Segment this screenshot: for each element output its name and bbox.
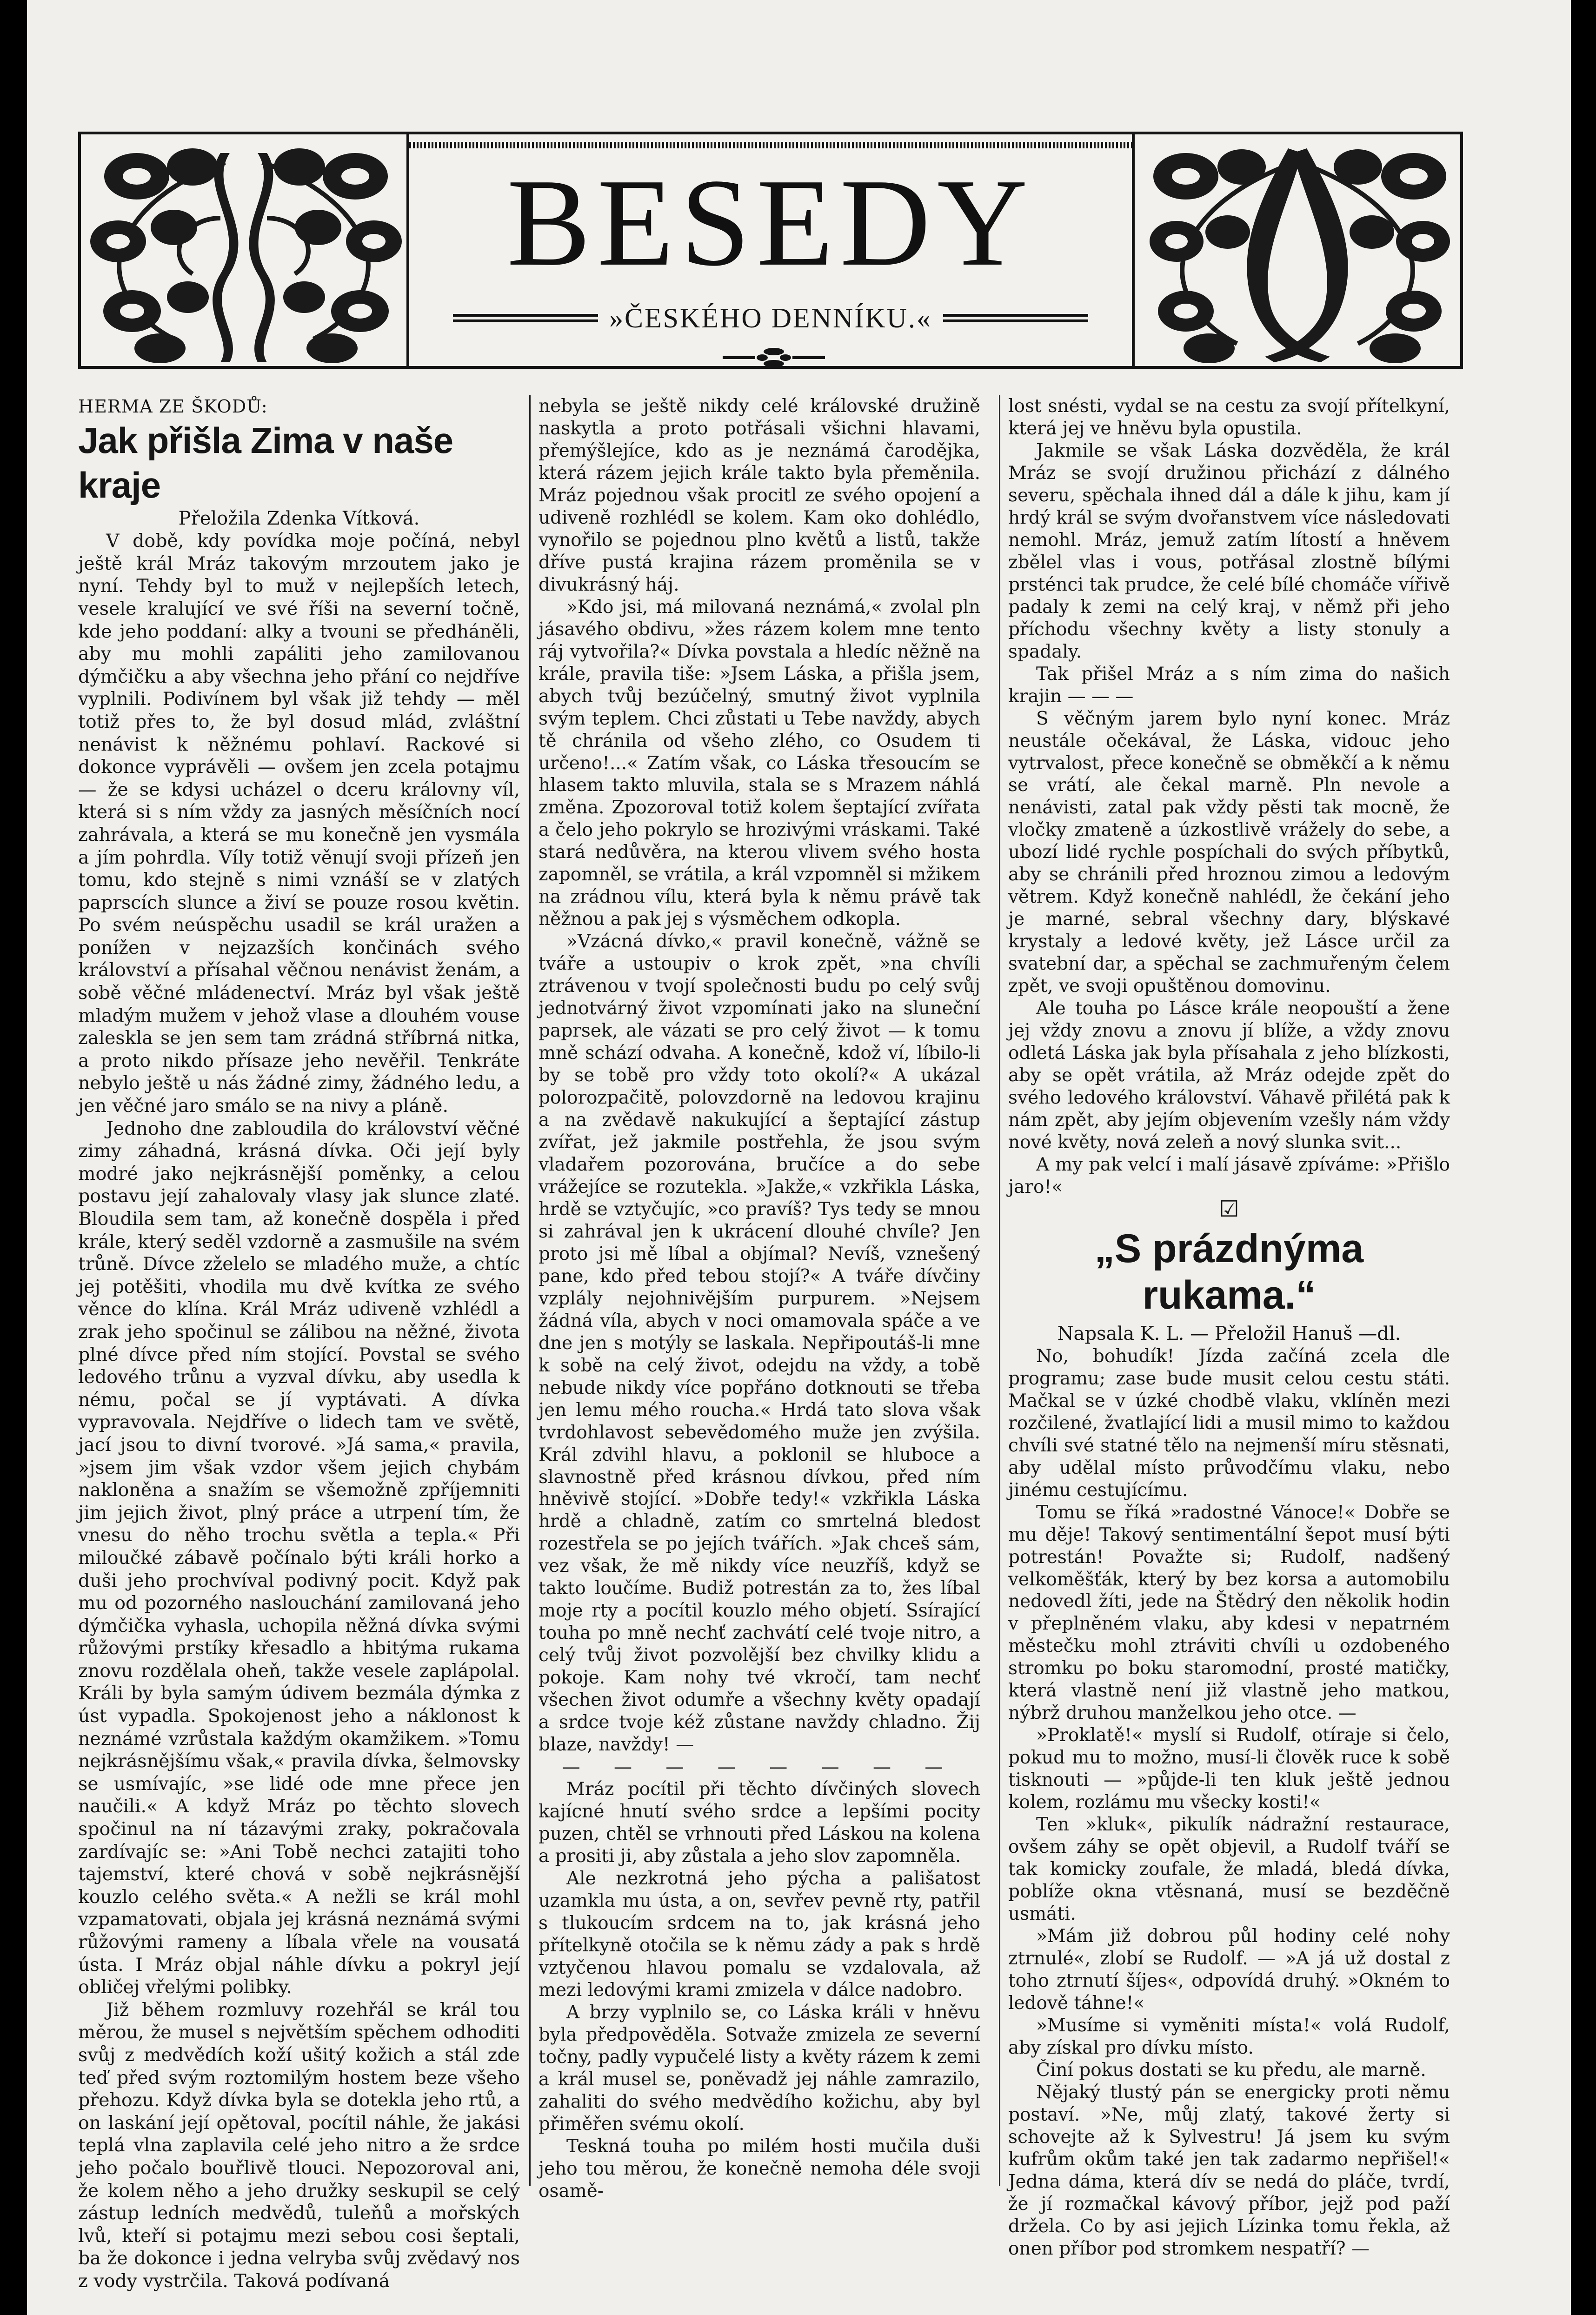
masthead-title: BESEDY bbox=[506, 153, 1035, 292]
masthead-center-ornament-icon bbox=[723, 346, 825, 369]
article1-translator: Přeložila Zdenka Vítková. bbox=[178, 507, 420, 529]
article2-paragraph: Činí pokus dostati se ku předu, ale marně. bbox=[1036, 2059, 1426, 2081]
article2-paragraph: Nějaký tlustý pán se energicky proti němu postaví. »Ne, můj zlatý, takové žerty si schovejte až k Sylvestru! Já jsem ku svým kufrům okům také jen tak zadarmo nepřišel!« Jedna dáma, která dív se nedá do pláče, tvrdí, že jí rozmačkal kávový příbor, jejž pod paží držela. Co by asi jejich Lízinka tomu řekla, až onen příbor pod stromkem nespatří? — bbox=[1008, 2082, 1450, 2259]
article1-paragraph: A brzy vyplnilo se, co Láska králi v hněvu byla předpověděla. Sotvaže zmizela ze severní točny, padly vypučelé listy a květy rázem k zemi a král musel se, poněvadž jej náhle zamrazilo, zahaliti do svého medvědího kožichu, aby byl přiměřen svému okolí. bbox=[539, 2002, 980, 2135]
floral-ornament-right-icon bbox=[1135, 134, 1460, 366]
column-divider bbox=[529, 395, 531, 2186]
article2-subtitle: Napsala K. L. — Přeložil Hanuš —dl. bbox=[1057, 1323, 1401, 1344]
article-column-3 bbox=[1008, 395, 1450, 2260]
article2-paragraph: No, bohudík! Jízda začíná zcela dle programu; zase bude musit celou cestu státi. Mačkal se v úzké chodbě vlaku, vklíněn mezi rozčilené, žvatlající lidi a musil mimo to každou chvíli své statné tělo na nejmenší míru stěsnati, aby udělal místo průvodčímu vlaku, nebo jinému cestujícímu. bbox=[1008, 1345, 1450, 1501]
article2-paragraph: Ten »kluk«, pikulík nádražní restaurace, ovšem záhy se opět objevil, a Rudolf tváří se tak komicky zoufale, že mladá, bledá dívka, poblíže okna vtěsnaná, musí se bezděčně usmáti. bbox=[1008, 1814, 1450, 1925]
article1-paragraph: nebyla se ještě nikdy celé královské družině naskytla a proto potřásali všichni hlavami, přemýšlejíce, kdo as je neznámá čarodějka, která rázem jejich krále takto byla přeměnila. Mráz pojednou však procitl ze svého opojení a udiveně rozhlédl se kolem. Kam oko dohlédlo, vynořilo se pojednou plno květů a listů, takže dříve pustá krajina rázem proměnila se v divukrásný háj. bbox=[539, 396, 980, 595]
article2-paragraph: »Musíme si vyměniti místa!« volá Rudolf, aby získal pro dívku místo. bbox=[1008, 2015, 1450, 2058]
article2-title: „S prázdnýma rukama.“ bbox=[1094, 1226, 1364, 1317]
subtitle-rule-left bbox=[453, 314, 598, 322]
article2-paragraph: »Mám již dobrou půl hodiny celé nohy ztrnulé«, zlobí se Rudolf. — »A já už dostal z toho ztrnutí šíjes«, odpovídá druhý. »Okném to ledově táhne!« bbox=[1008, 1926, 1450, 2014]
article1-paragraph: »Kdo jsi, má milovaná neznámá,« zvolal pln jásavého obdivu, »žes rázem kolem mne tento ráj vytvořila?« Dívka povstala a hledíc něžně na krále, pravila tiše: »Jsem Láska, a přišla jsem, abych tvůj bezúčelný, smutný život vyplnila svým teplem. Chci zůstati u Tebe navždy, abych tě chránila od všeho zlého, co Osudem ti určeno!...« Zatím však, co Láska třesoucím se hlasem takto mluvila, stala se s Mrazem náhlá změna. Zpozoroval totiž kolem šeptající zvířata a čelo jeho pokrylo se hrozivými vráskami. Také stará nedůvěra, na kterou vlivem svého hosta zapomněl, se vrátila, a král vzpomněl si mžikem na zrádnou vílu, která byla k němu právě tak něžnou a pak jej s výsměchem odkopla. bbox=[539, 596, 980, 930]
article1-paragraph: Ale touha po Lásce krále neopouští a žene jej vždy znovu a znovu jí blíže, a vždy znovu odletá Láska jak byla přísahala z jeho blízkosti, aby se opět vrátila, až Mráz odejde zpět do svého ledového království. Váhavě přilétá pak k nám zpět, aby jejím objevením vzešly nám vždy nové květy, nová zeleň a nový slunka svit... bbox=[1008, 998, 1450, 1153]
article1-paragraph: Mráz pocítil při těchto dívčiných slovech kajícné hnutí svého srdce a lepšími pocity puzen, chtěl se vrhnouti před Láskou na kolena a prositi ji, aby zůstala a jeho slov zapomněla. bbox=[539, 1779, 980, 1867]
article1-author: HERMA ZE ŠKODŮ: bbox=[78, 396, 268, 417]
column-divider bbox=[999, 395, 1000, 2186]
article1-paragraph: lost snésti, vydal se na cestu za svojí přítelkyní, která jej ve hněvu byla opustila. bbox=[1008, 396, 1450, 439]
article1-paragraph: A my pak velcí i malí jásavě zpíváme: »Přišlo jaro!« bbox=[1008, 1154, 1450, 1197]
article1-paragraph: V době, kdy povídka moje počíná, nebyl ještě král Mráz takovým mrzoutem jako je nyní. Tehdy byl to muž v nejlepších letech, vesele kralující ve své říši na severní točně, kde jeho poddaní: alky a tvouni se předháněli, aby mu mohli zapáliti jeho zamilovanou dýmčičku a aby všechna jeho přání co nejdříve vyplnili. Podivínem byl však již tehdy — měl totiž přes to, že byl dosud mlád, zvláštní nenávist k něžnému pohlaví. Rackové si dokonce vyprávěli — ovšem jen zcela potajmu — že se kdysi ucházel o dceru královny víl, která si s ním vždy za jasných měsíčních nocí zahrávala, a která se mu konečně jen vysmála a jím pohrdla. Víly totiž věnují svoji přízeň jen tomu, kdo stejně s nimi vznáší se v zlatých paprscích slunce a živí se pouze rosou květin. Po svém neúspěchu usadil se král uražen a ponížen v nejzazších končinách svého království a přísahal věčnou nenávist ženám, a sobě věčné mládenectví. Mráz byl však ještě mladým mužem v jehož vlase a dlouhém vouse zaleskla se jen sem tam zrádná stříbrná nitka, a proto nikdo přísaze jeho nevěřil. Tenkráte nebylo ještě u nás žádné zimy, žádného ledu, a jen věčné jaro smálo se na nivy a pláně. bbox=[78, 530, 520, 1117]
masthead-top-rule bbox=[409, 142, 1132, 148]
masthead bbox=[78, 132, 1463, 369]
article1-paragraph: Jakmile se však Láska dozvěděla, že král Mráz se svojí družinou přichází z dálného severu, spěchala ihned dál a dále k jihu, kam jí hrdý král se svým dvořanstvem více následovati nemohl. Mráz, jemuž zatím lítostí a hněvem zbělel vlas i vous, potřásal zlostně bílými prsténci tak prudce, že celé bílé chomáče vířivě padaly k zemi na celý kraj, v němž při jeho příchodu všechny květy a listy stonuly a spadaly. bbox=[1008, 440, 1450, 662]
floral-ornament-left-icon bbox=[81, 134, 406, 366]
article1-paragraph: Teskná touha po milém hosti mučila duši jeho tou měrou, že konečně nemoha déle svoji osamě- bbox=[539, 2135, 980, 2202]
article1-paragraph: Ale nezkrotná jeho pýcha a pališatost uzamkla mu ústa, a on, sevřev pevně rty, patřil s tlukoucím srdcem na to, jak krásná jeho přítelkyně otočila se k němu zády a pak s hrdě vztyčenou hlavou pomalu se vzdalovala, až mezi ledovými krami zmizela v dálce nadobro. bbox=[539, 1868, 980, 2001]
article2-paragraph: »Proklatě!« myslí si Rudolf, otíraje si čelo, pokud mu to možno, musí-li člověk ruce k sobě tisknouti — »půjde-li ten kluk ještě jednou kolem, rozlámu mu všecky kosti!« bbox=[1008, 1725, 1450, 1813]
article2-paragraph: Tomu se říká »radostné Vánoce!« Dobře se mu děje! Takový sentimentální šepot musí býti potrestán! Považte si; Rudolf, nadšený velkoměšťák, který by bez korsa a automobilu nedovedl žíti, jede na Štědrý den několik hodin v přeplněném vlaku, aby kdesi v nepatrném městečku mohl ztráviti chvíli u ozdobeného stromku po boku staromodní, prosté matičky, která vlastně není již vlastně jeho matkou, nýbrž druhou manželkou jeho otce. — bbox=[1008, 1502, 1450, 1724]
section-separator: — — — — — — — — bbox=[562, 1756, 957, 1778]
article1-title: Jak přišla Zima v naše kraje bbox=[78, 419, 453, 506]
article1-paragraph: Již během rozmluvy rozehřál se král tou měrou, že musel s největším spěchem odhoditi svůj z medvědích koží ušitý kožich a stál zde teď před svým roztomilým hostem beze všeho přehozu. Když dívka byla se dotekla jeho rtů, a on laskání její opětoval, pocítil náhle, že jakási teplá vlna zaplavila celé jeho nitro a že srdce jeho počalo bouřlivě tlouci. Nepozoroval ani, že kolem něho a jeho družky seskupil se celý zástup ledních medvědů, tuleňů a mořských lvů, kteří si potajmu mezi sebou cosi šeptali, ba že dokonce i jedna velryba svůj zvědavý nos z vody vystrčila. Taková podívaná bbox=[78, 1999, 520, 2292]
newspaper-page bbox=[27, 0, 1571, 2315]
subtitle-rule-right bbox=[943, 314, 1088, 322]
floral-ornament-left bbox=[81, 134, 409, 366]
check-mark-icon: ☑ bbox=[1219, 1196, 1239, 1222]
article1-paragraph: »Vzácná dívko,« pravil konečně, vážně se tváře a ustoupiv o krok zpět, »na chvíli ztrávenou v tvojí společnosti budu po celý svůj jednotvárný život vzpomínati jako na sluneční paprsek, ale vázati se pro celý život — k tomu mně schází odvaha. A konečně, kdož ví, líbilo-li by se tobě pro vždy toto okolí?« A ukázal polorozpačitě, polovzdorně na ledovou krajinu a na zvědavě nakukující a šeptající zástup zvířat, jež jakmile postřehla, že jsou svým vladařem pozorována, bručíce a do sebe vrážejíce se rozutekla. »Jakže,« vzkřikla Láska, hrdě se vztyčujíc, »co pravíš? Tys tedy se mnou si zahrával jen k ukrácení dlouhé chvíle? Jen proto jsi mě líbal a objímal? Nevíš, vznešený pane, kdo před tebou stojí?« A tváře dívčiny vzplály nejohnivějším purpurem. »Nejsem žádná víla, abych v noci omamovala spáče a ve dne jen s motýly se laskala. Nepřipoutáš-li mne k sobě na celý život, odejdu na vždy, a tobě nebude nikdy více popřáno dotknouti se třeba jen lemu mého roucha.« Hrdá tato slova však tvrdohlavost sebevědomého muže jen zvýšila. Král zdvihl hlavu, a poklonil se hluboce a slavnostně před krásnou dívkou, před ním hněvivě stojící. »Dobře tedy!« vzkřikla Láska hrdě a chladně, zatím co smrtelná bledost rozestřela se po jejích tvářích. »Jak chceš sám, vez však, že mě nikdy více neuzříš, když se takto loučíme. Budiž potrestán za to, žes líbal moje rty a pocítil kouzlo mého objetí. Ssírající touha po mně nechť zachvátí celé tvoje nitro, a celý tvůj život pozvolější bez chvilky klidu a pokoje. Kam nohy tvé vkročí, tam nechť všechen život odumře a všechny květy opadají a srdce tvoje kéž zůstane navždy chladno. Žij blaze, navždy! — bbox=[539, 931, 980, 1756]
masthead-subtitle-row bbox=[453, 299, 1088, 337]
article1-paragraph: Tak přišel Mráz a s ním zima do našich krajin — — — bbox=[1008, 663, 1450, 707]
article1-column-1 bbox=[78, 395, 520, 2293]
masthead-subtitle: »ČESKÉHO DENNÍKU.« bbox=[609, 302, 932, 333]
article1-column-2 bbox=[539, 395, 980, 2202]
article1-paragraph: Jednoho dne zabloudila do království věčné zimy záhadná, krásná dívka. Oči její byly modré jako nejkrásnější poměnky, a celou postavu její zahalovaly vlasy jak slunce zlaté. Bloudila sem tam, až konečně dospěla i před krále, který seděl vzdorně a zasmušile na svém trůně. Dívce zželelo se mladého muže, a chtíc jej potěšiti, vhodila mu dvě kvítka ze svého věnce do klína. Král Mráz udiveně vzhlédl a zrak jeho spočinul se zálibou na něžné, života plné dívce před ním stojící. Povstal se svého ledového trůnu a vyzval dívku, aby usedla k nému, počal se jí vyptávati. A dívka vypravovala. Nejdříve o lidech tam ve světě, jací jsou to divní tvorové. »Já sama,« pravila, »jsem jim však vzdor všem jejich chybám nakloněna a snažím se všemožně zpříjemniti jim jejich život, plný práce a utrpení tím, že vnesu do něho trochu světla a tepla.« Při miloučké zábavě počínalo býti králi horko a duši jeho prochvíval podivný pocit. Když pak mu od pozorného naslouchání zamilovaná jeho dýmčička vyhasla, uchopila něžná dívka svými růžovými prstíky křesadlo a hbitýma rukama znovu rozdělala oheň, takže vesele zaplápolal. Králi by byla samým údivem bezmála dýmka z úst vypadla. Spokojenost jeho a náklonost k neznámé vzrůstala každým okamžikem. »Tomu nejkrásnějšímu však,« pravila dívka, šelmovsky se usmívajíc, »se lidé ode mne přece jen naučili.« A když Mráz po těchto slovech spočinul na ní tázavými zraky, pokračovala zardívajíc se: »Ani Tobě nechci zatajiti toho tajemství, které chová v sobě nejkrásnější kouzlo celého světa.« A nežli se král mohl vzpamatovati, objala jej krásná neznámá svými růžovými rameny a líbala vřele na vousatá ústa. I Mráz objal náhle dívku a pokryl její obličej vřelými polibky. bbox=[78, 1118, 520, 1998]
floral-ornament-right bbox=[1132, 134, 1460, 366]
article1-paragraph: S věčným jarem bylo nyní konec. Mráz neustále očekával, že Láska, vidouc jeho vytrvalost, přece konečně se obměkčí a k němu se vrátí, ale čekal marně. Pln nevole a nenávisti, zatal pak vždy pěsti tak mocně, že vločky zmateně a úzkostlivě vrážely do sebe, a ubozí lidé rychle pospíchali do svých příbytků, aby se chránili před hroznou zimou a ledovým větrem. Když konečně nahlédl, že čekání jeho je marné, sebral všechny dary, blýskavé krystaly a ledové květy, jež Lásce určil za svatební dar, a spěchal se zachmuřeným čelem zpět, ve svoji opuštěnou domovinu. bbox=[1008, 708, 1450, 997]
